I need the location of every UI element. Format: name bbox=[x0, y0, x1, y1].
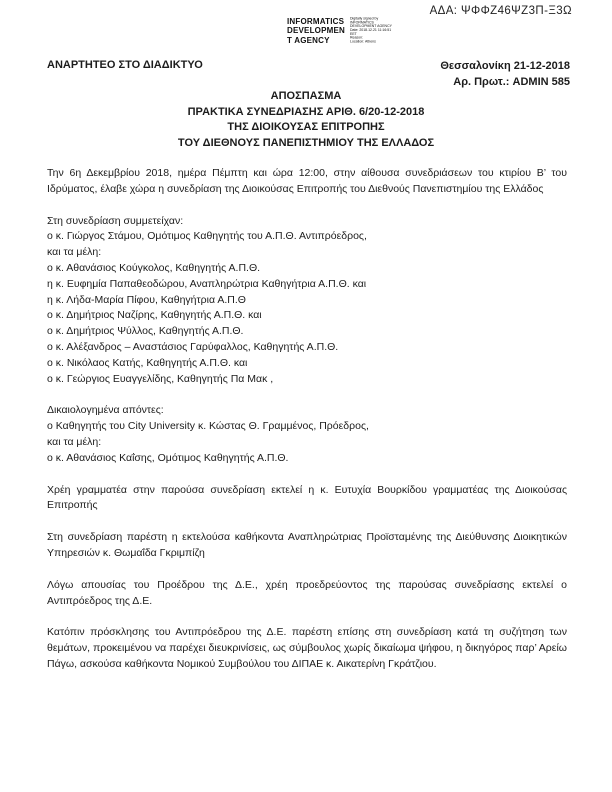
participant-line: ο κ. Αλέξανδρος – Αναστάσιος Γαρύφαλλος, Καθηγητής Α.Π.Θ. bbox=[47, 340, 339, 353]
stamp-signature-line: Location: Athens bbox=[350, 40, 376, 44]
participant-line: ο κ. Αθανάσιος Κούγκολος, Καθηγητής Α.Π.Θ. bbox=[47, 261, 261, 274]
stamp-agency-line: INFORMATICS bbox=[287, 17, 345, 26]
stamp-signature-line: Digitally signed by bbox=[350, 17, 379, 21]
stamp-signature-line: EET bbox=[350, 32, 357, 36]
participant-line: ο κ. Δημήτριος Ψύλλος, Καθηγητής Α.Π.Θ. bbox=[47, 325, 244, 338]
document-header bbox=[47, 59, 570, 90]
participants-list bbox=[47, 214, 567, 388]
participant-line: και τα μέλη: bbox=[47, 246, 102, 259]
participant-line: ο κ. Νικόλαος Κατής, Καθηγητής Α.Π.Θ. και bbox=[47, 356, 248, 369]
stamp-agency-line: DEVELOPMEN bbox=[287, 26, 346, 36]
stamp-signature-details bbox=[350, 17, 440, 57]
document-title bbox=[0, 89, 612, 151]
participant-line: ο κ. Γιώργος Στάμου, Ομότιμος Καθηγητής του Α.Π.Θ. Αντιπρόεδρος, bbox=[47, 230, 367, 243]
stamp-agency-line: T AGENCY bbox=[287, 35, 330, 45]
intro-paragraph: Την 6η Δεκεμβρίου 2018, ημέρα Πέμπτη και ώρα 12:00, στην αίθουσα συνεδριάσεων του κτιρίου Β’ του Ιδρύματος, έλαβε χώρα η συνεδρίαση της Διοικούσας Επιτροπής του Διεθνούς Πανεπιστημίου της Ελλάδος bbox=[47, 167, 567, 195]
publish-notice: ΑΝΑΡΤΗΤΕΟ ΣΤΟ ΔΙΑΔΙΚΤΥΟ bbox=[47, 59, 203, 71]
absent-heading: Δικαιολογημένα απόντες: bbox=[47, 404, 164, 417]
digital-signature-stamp bbox=[287, 17, 440, 57]
participant-line: η κ. Ευφημία Παπαθεοδώρου, Αναπληρώτρια Καθηγήτρια Α.Π.Θ. και bbox=[47, 277, 367, 290]
secretary-paragraph: Χρέη γραμματέα στην παρούσα συνεδρίαση εκτελεί η κ. Ευτυχία Βουρκίδου γραμματέας της Διοικούσας Επιτροπής bbox=[47, 483, 567, 512]
protocol-number: Αρ. Πρωτ.: ADMIN 585 bbox=[453, 75, 570, 88]
document-body bbox=[47, 166, 567, 689]
absent-line: και τα μέλη: bbox=[47, 435, 102, 448]
title-line-session: ΠΡΑΚΤΙΚΑ ΣΥΝΕΔΡΙΑΣΗΣ ΑΡΙΘ. 6/20-12-2018 bbox=[187, 105, 425, 118]
title-line-committee: ΤΗΣ ΔΙΟΙΚΟΥΣΑΣ ΕΠΙΤΡΟΠΗΣ bbox=[227, 121, 385, 133]
header-right-block bbox=[440, 59, 570, 90]
ada-number: ΑΔΑ: ΨΦΦΖ46ΨΖ3Π-Ξ3Ω bbox=[429, 5, 572, 17]
presiding-paragraph: Λόγω απουσίας του Προέδρου της Δ.Ε., χρέη προεδρεύοντος της παρούσας συνεδρίασης εκτελεί ο Αντιπρόεδρος της Δ.Ε. bbox=[47, 578, 567, 607]
stamp-signature-line: INFORMATICS bbox=[350, 20, 374, 25]
absent-line: ο κ. Αθανάσιος Καΐσης, Ομότιμος Καθηγητής Α.Π.Θ. bbox=[47, 451, 289, 464]
participant-line: ο κ. Δημήτριος Ναζίρης, Καθηγητής Α.Π.Θ. και bbox=[47, 309, 262, 322]
participant-line: ο κ. Γεώργιος Ευαγγελίδης, Καθηγητής Πα Μακ , bbox=[47, 372, 274, 385]
stamp-signature-line: Date: 2018.12.21 11:16:51 bbox=[350, 28, 392, 33]
absent-list bbox=[47, 403, 567, 466]
staff-present-paragraph: Στη συνεδρίαση παρέστη η εκτελούσα καθήκοντα Αναπληρώτριας Προϊσταμένης της Διεύθυνσης Διοικητικών Υπηρεσιών κ. Θωμαΐδα Γκριμπίζη bbox=[47, 531, 567, 559]
title-line-university: ΤΟΥ ΔΙΕΘΝΟΥΣ ΠΑΝΕΠΙΣΤΗΜΙΟΥ ΤΗΣ ΕΛΛΑΔΟΣ bbox=[177, 136, 435, 149]
stamp-signature-line: Reason: bbox=[350, 36, 364, 40]
place-and-date: Θεσσαλονίκη 21-12-2018 bbox=[440, 60, 570, 72]
legal-advisor-paragraph: Κατόπιν πρόσκλησης του Αντιπρόεδρου της Δ.Ε. παρέστη επίσης στη συνεδρίαση κατά τη συζήτηση των θεμάτων, προκειμένου να παρέχει διευκρινίσεις, ως σύμβουλος χωρίς δικαίωμα ψήφου, η δικηγόρος παρ’ Αρείω Πάγω, ασκούσα καθήκοντα Νομικού Συμβούλου του ΔΙΠΑΕ κ. Αικατερίνη Γκράτζιου. bbox=[47, 626, 567, 670]
title-line-apospasma: ΑΠΟΣΠΑΣΜΑ bbox=[270, 90, 342, 102]
stamp-signature-line: DEVELOPMENT AGENCY bbox=[350, 24, 392, 29]
absent-line: ο Καθηγητής του City University κ. Κώστας Θ. Γραμμένος, Πρόεδρος, bbox=[47, 420, 369, 433]
stamp-agency-name bbox=[287, 17, 345, 45]
participants-heading: Στη συνεδρίαση συμμετείχαν: bbox=[47, 214, 184, 227]
participant-line: η κ. Λήδα-Μαρία Πίφου, Καθηγήτρια Α.Π.Θ bbox=[47, 293, 246, 306]
